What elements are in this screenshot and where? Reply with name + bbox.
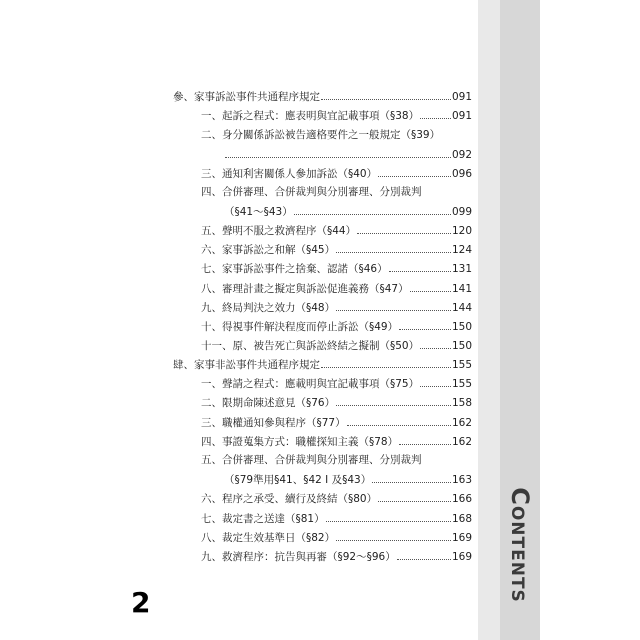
toc-entry-title: （§79準用§41、§42 I 及§43） — [224, 474, 372, 486]
toc-page-number: 120 — [451, 225, 472, 237]
toc-entry — [201, 529, 472, 545]
toc-section-3 — [173, 88, 472, 104]
toc-page-number: 162 — [451, 436, 472, 448]
toc-entry-continuation — [224, 146, 472, 162]
toc-entry-title: 四、合併審理、合併裁判與分別審理、分別裁判 — [201, 186, 422, 198]
toc-entry — [201, 260, 472, 276]
toc-entry — [201, 127, 472, 143]
toc-entry-title: 九、終局判決之效力（§48） — [201, 302, 336, 314]
toc-entry — [201, 222, 472, 238]
leader-dots — [389, 260, 451, 272]
toc-entry — [201, 107, 472, 123]
toc-entry-title: 三、職權通知參與程序（§77） — [201, 417, 346, 429]
leader-dots — [420, 375, 451, 387]
toc-page-number: 150 — [451, 321, 472, 333]
toc-entry — [201, 548, 472, 564]
toc-page-number: 166 — [451, 493, 472, 505]
leader-dots — [336, 299, 451, 311]
leader-dots — [397, 548, 451, 560]
leader-dots — [420, 107, 451, 119]
leader-dots — [336, 394, 451, 406]
toc-entry-title: 一、聲請之程式：應載明與宜記載事項（§75） — [201, 378, 420, 390]
leader-dots — [357, 222, 451, 234]
toc-page-number: 092 — [451, 149, 472, 161]
toc-entry — [201, 414, 472, 430]
page-number: 2 — [131, 586, 151, 619]
toc-page-number: 096 — [451, 168, 472, 180]
leader-dots — [378, 490, 451, 502]
toc-entry-title: 七、家事訴訟事件之捨棄、認諾（§46） — [201, 263, 388, 275]
toc-section-title: 肆、家事非訟事件共通程序規定 — [173, 359, 320, 371]
toc-page-number: 091 — [451, 91, 472, 103]
toc-entry-continuation — [224, 471, 472, 487]
toc-page-number: 124 — [451, 244, 472, 256]
margin-strip — [478, 0, 500, 640]
toc-page-number: 144 — [451, 302, 472, 314]
toc-entry-title: 二、限期命陳述意見（§76） — [201, 397, 336, 409]
toc-entry — [201, 299, 472, 315]
toc-page-number: 155 — [451, 359, 472, 371]
toc-page-number: 099 — [451, 206, 472, 218]
leader-dots — [399, 433, 451, 445]
toc-entry-title: 五、合併審理、合併裁判與分別審理、分別裁判 — [201, 454, 422, 466]
toc-entry-title: 十一、原、被告死亡與訴訟終結之擬制（§50） — [201, 340, 420, 352]
toc-entry-title: 四、事證蒐集方式：職權探知主義（§78） — [201, 436, 399, 448]
toc-entry — [201, 280, 472, 296]
toc-entry — [201, 184, 472, 200]
toc-entry — [201, 452, 472, 468]
toc-entry — [201, 165, 472, 181]
toc-page-number: 158 — [451, 397, 472, 409]
leader-dots — [321, 88, 451, 100]
toc-entry-title: 八、審理計畫之擬定與訴訟促進義務（§47） — [201, 283, 409, 295]
toc-entry — [201, 490, 472, 506]
toc-entry-title: 六、家事訴訟之和解（§45） — [201, 244, 336, 256]
toc-page-number: 091 — [451, 110, 472, 122]
leader-dots — [347, 414, 451, 426]
toc-entry-title: 一、起訴之程式：應表明與宜記載事項（§38） — [201, 110, 420, 122]
leader-dots — [372, 471, 451, 483]
contents-label: Contents — [506, 487, 534, 603]
toc-page-number: 168 — [451, 513, 472, 525]
toc-entry-title: 九、救濟程序：抗告與再審（§92～§96） — [201, 551, 396, 563]
leader-dots — [294, 203, 451, 215]
toc-entry — [201, 318, 472, 334]
toc-page-number: 163 — [451, 474, 472, 486]
toc-entry-continuation — [224, 203, 472, 219]
leader-dots — [326, 510, 451, 522]
toc-page-number: 162 — [451, 417, 472, 429]
toc-entry-title: （§41～§43） — [224, 206, 293, 218]
leader-dots — [336, 529, 451, 541]
toc-entry-title: 六、程序之承受、續行及終結（§80） — [201, 493, 378, 505]
toc-entry-title: 二、身分關係訴訟被告適格要件之一般規定（§39） — [201, 129, 441, 141]
toc-entry — [201, 241, 472, 257]
leader-dots — [399, 318, 451, 330]
toc-entry-title: 十、得視事件解決程度而停止訴訟（§49） — [201, 321, 399, 333]
toc-page-number: 150 — [451, 340, 472, 352]
toc-entry — [201, 375, 472, 391]
leader-dots — [336, 241, 451, 253]
toc-page-number: 169 — [451, 551, 472, 563]
toc-entry — [201, 394, 472, 410]
toc-entry-title: 八、裁定生效基準日（§82） — [201, 532, 336, 544]
toc-section-title: 參、家事訴訟事件共通程序規定 — [173, 91, 320, 103]
toc-page-number: 141 — [451, 283, 472, 295]
leader-dots — [321, 356, 451, 368]
leader-dots — [378, 165, 451, 177]
toc-page-number: 155 — [451, 378, 472, 390]
leader-dots — [225, 146, 451, 158]
toc-entry — [201, 433, 472, 449]
toc-entry-title: 七、裁定書之送達（§81） — [201, 513, 325, 525]
leader-dots — [420, 337, 451, 349]
toc-page-number: 169 — [451, 532, 472, 544]
toc-entry — [201, 337, 472, 353]
toc-page-number: 131 — [451, 263, 472, 275]
toc-section-4 — [173, 356, 472, 372]
leader-dots — [410, 280, 451, 292]
toc-entry-title: 五、聲明不服之救濟程序（§44） — [201, 225, 357, 237]
toc-entry — [201, 510, 472, 526]
toc-entry-title: 三、通知利害關係人參加訴訟（§40） — [201, 168, 378, 180]
